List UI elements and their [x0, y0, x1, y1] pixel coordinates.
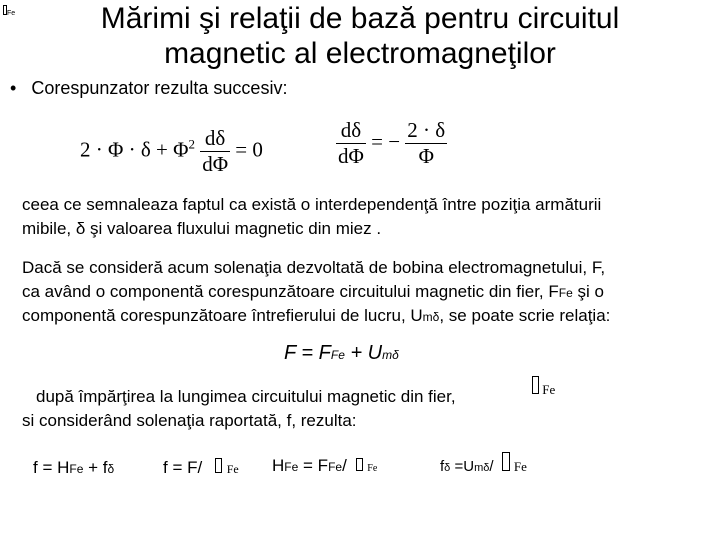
eq2-lhs-num: dδ: [340, 118, 362, 142]
formula-f1: [33, 458, 114, 478]
f1-a: f = H: [33, 458, 70, 477]
f4-b: =U: [450, 458, 475, 475]
p2-line3-sub: mδ: [422, 310, 440, 324]
paragraph-2-line-1: Dacă se consideră acum solenaţia dezvoltată de bobina electromagnetului, F,: [22, 258, 606, 277]
bullet-marker: •: [10, 78, 17, 98]
eq1-frac-num: dδ: [204, 126, 226, 150]
paragraph-2-line-3: [22, 306, 610, 327]
fm-sub-a: Fe: [330, 348, 345, 362]
f1-b: + f: [83, 458, 108, 477]
eq1-left: 2 · Φ · δ + Φ: [80, 137, 189, 162]
corner-icon-label: Fe: [7, 10, 16, 17]
missing-glyph-icon: [502, 452, 510, 471]
p3-inline-sub: Fe: [542, 382, 556, 397]
eq2-equals: = −: [371, 129, 401, 154]
f4-sub3: Fe: [513, 459, 527, 474]
equation-1: [80, 126, 263, 177]
f3-sub2: Fe: [328, 460, 343, 474]
bullet-line: [10, 78, 287, 99]
p2-line2-sub: Fe: [558, 286, 573, 300]
f4-a: f: [440, 458, 445, 475]
eq1-right: = 0: [235, 137, 263, 162]
p2-line3-tail: , se poate scrie relaţia:: [439, 306, 611, 325]
f4-sub1: δ: [444, 462, 451, 474]
paragraph-3-inline-symbol: [532, 376, 555, 398]
f3-sub3: Fe: [367, 463, 378, 474]
eq1-fraction: [200, 126, 230, 177]
p2-line3-text: componentă corespunzătoare întrefierului de lucru, U: [22, 306, 423, 325]
eq2-lhs-den: dΦ: [338, 144, 364, 168]
f4-sub2: mδ: [474, 462, 490, 474]
missing-glyph-icon: [215, 458, 222, 473]
missing-glyph-icon: [356, 458, 363, 471]
formula-f3: [272, 456, 377, 476]
title-line-2: magnetic al electromagneţilor: [164, 37, 556, 70]
eq2-lhs-fraction: [336, 118, 366, 169]
f1-sub1: Fe: [69, 462, 84, 476]
p2-line2-text: ca având o componentă corespunzătoare circuitului magnetic din fier, F: [22, 282, 559, 301]
f1-sub2: δ: [107, 462, 115, 476]
paragraph-1-line-1: ceea ce semnaleaza faptul ca există o interdependenţă între poziţia armăturii: [22, 195, 602, 214]
title-line-1: Mărimi şi relaţii de bază pentru circuitul: [100, 2, 620, 35]
eq1-frac-den: dΦ: [202, 152, 229, 176]
f2-sub: Fe: [226, 462, 239, 476]
bullet-text: Corespunzator rezulta succesiv:: [31, 78, 288, 98]
eq2-rhs-den: Φ: [405, 143, 447, 169]
paragraph-3-line-1: după împărţirea la lungimea circuitului magnetic din fier,: [36, 387, 456, 406]
fm-part-a: F = F: [284, 342, 331, 364]
f3-a: H: [272, 456, 285, 475]
eq1-power: 2: [188, 136, 195, 152]
f4-c: /: [489, 458, 494, 475]
formula-f2: [163, 458, 239, 478]
missing-glyph-icon: [532, 376, 539, 394]
p2-line2-tail: şi o: [572, 282, 604, 301]
f3-b: = F: [298, 456, 329, 475]
f3-sub1: Fe: [284, 460, 299, 474]
f2-text: f = F/: [163, 458, 203, 477]
equation-2: [336, 118, 447, 169]
eq2-rhs-num: 2 · δ: [407, 118, 446, 142]
fm-part-b: + U: [344, 342, 383, 364]
fm-sub-b: mδ: [382, 348, 399, 362]
formula-main: [284, 342, 399, 365]
formula-f4: [440, 452, 527, 475]
paragraph-3-line-2: si considerând solenaţia raportată, f, rezulta:: [22, 411, 357, 430]
paragraph-2-line-2: [22, 282, 604, 303]
f3-c: /: [342, 456, 347, 475]
eq2-rhs-fraction: [405, 118, 447, 169]
paragraph-1-line-2: mibile, δ şi valoarea fluxului magnetic din miez .: [22, 219, 382, 238]
